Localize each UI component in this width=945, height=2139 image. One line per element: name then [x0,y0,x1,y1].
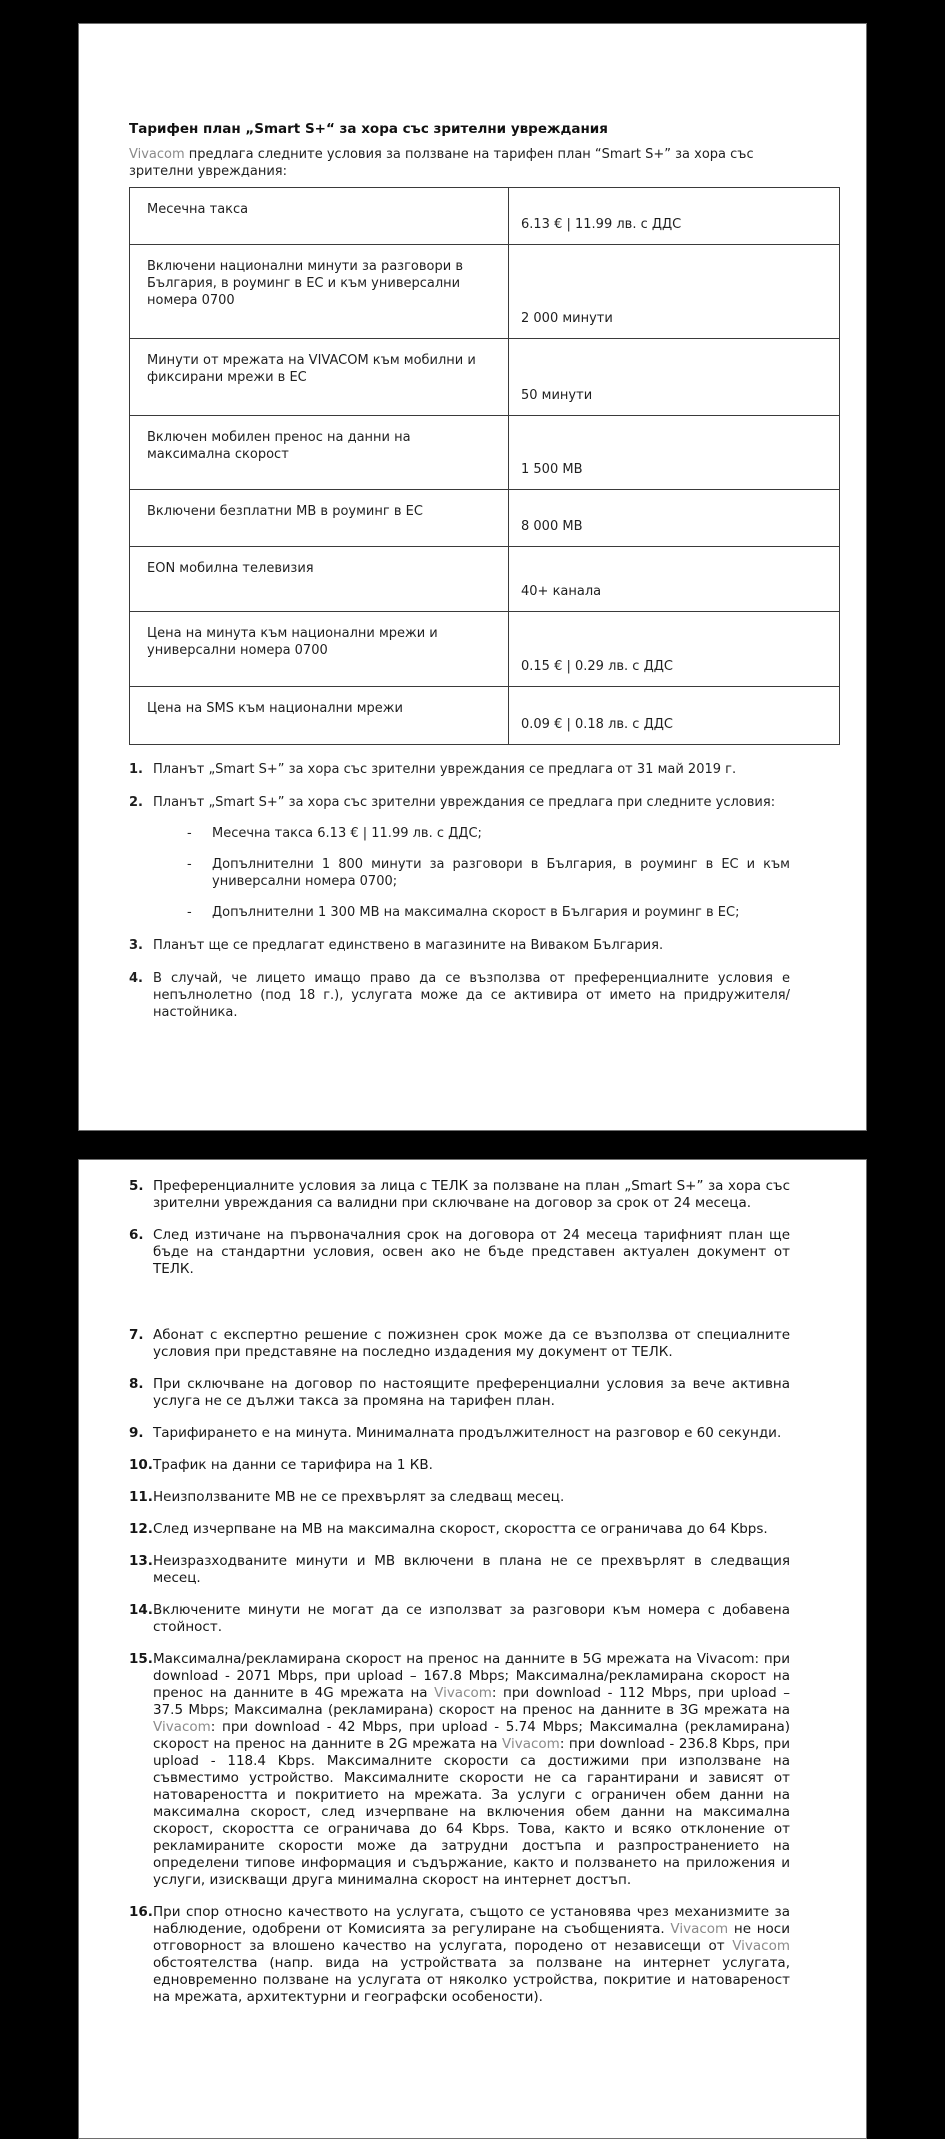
vivacom-brand-text: Vivacom [502,1736,560,1752]
conditions-list-page2 [129,1178,790,2006]
list-item [129,1651,790,1889]
intro-paragraph [129,146,790,180]
item-number: 16. [129,1904,153,1920]
item-body [153,1521,790,1538]
item-text: Планът „Smart S+” за хора със зрителни увреждания се предлага от 31 май 2019 г. [153,762,737,777]
tariff-row-value: 50 минути [509,339,840,416]
item-number: 5. [129,1178,144,1194]
item-body [153,1457,790,1474]
document-page-1 [78,23,867,1131]
text-run: Максимална/рекламирана скорост на пренос на данните в 5G мрежата на Vivacom: при download - 2071 Mbps, при upload – 167.8 Mbps; Максимална/рекламирана скорост на пренос на данните в 4G мрежата на [153,1651,790,1701]
tariff-table-row [130,547,840,612]
item-body [153,1553,790,1587]
item-number: 2. [129,795,143,810]
bullet-text: Допълнителни 1 800 минути за разговори в България, в роуминг в ЕС и към универсални номера 0700; [212,857,790,889]
item-body [153,794,790,921]
tariff-row-value: 1 500 МВ [509,416,840,490]
tariff-row-label: Цена на минута към национални мрежи и универсални номера 0700 [130,612,509,687]
tariff-table-row [130,245,840,339]
item-body [153,970,790,1021]
page-title: Тарифен план „Smart S+“ за хора със зрителни увреждания [129,121,608,137]
item-body [153,1489,790,1506]
item-number: 13. [129,1553,153,1569]
list-item [129,1904,790,2006]
bullet-item [187,825,790,842]
item-number: 14. [129,1602,153,1618]
item-number: 12. [129,1521,153,1537]
tariff-row-value: 2 000 минути [509,245,840,339]
bullet-item [187,856,790,890]
list-item [129,1521,790,1538]
list-item [129,1376,790,1410]
item-text: Неизразходваните минути и МВ включени в плана не се прехвърлят в следващия месец. [153,1553,790,1586]
tariff-row-value: 6.13 € | 11.99 лв. с ДДС [509,188,840,245]
item-number: 9. [129,1425,144,1441]
list-item [129,1553,790,1587]
item-text: При сключване на договор по настоящите преференциални условия за вече активна услуга не се дължи такса за промяна на тарифен план. [153,1376,790,1409]
tariff-table [129,187,840,745]
item-text: Планът „Smart S+” за хора със зрителни увреждания се предлага при следните условия: [153,795,776,810]
text-run: не носи отговорност за влошено качество на услугата, породено от независещи от [153,1921,790,1954]
item-text: След изтичане на първоначалния срок на договора от 24 месеца тарифният план ще бъде на стандартни условия, освен ако не бъде представен актуален документ от ТЕЛК. [153,1227,790,1277]
item-body [153,1904,790,2006]
vivacom-brand-text: Vivacom [732,1938,790,1954]
list-item [129,761,790,778]
tariff-table-row [130,687,840,745]
tariff-table-row [130,490,840,547]
tariff-row-label: Включен мобилен пренос на данни на максимална скорост [130,416,509,490]
conditions-list-page1 [129,761,790,1021]
item-number: 6. [129,1227,144,1243]
tariff-row-value: 0.15 € | 0.29 лв. с ДДС [509,612,840,687]
list-item [129,1327,790,1361]
list-item [129,794,790,921]
bullet-text: Допълнителни 1 300 МВ на максимална скорост в България и роуминг в ЕС; [212,905,740,920]
item-body [153,1327,790,1361]
list-item [129,1178,790,1212]
vivacom-brand-text: Vivacom [434,1685,492,1701]
item-number: 8. [129,1376,144,1392]
tariff-table-body [130,188,840,745]
list-item [129,1227,790,1278]
item-body [153,1425,790,1442]
item-number: 15. [129,1651,153,1667]
item-number: 10. [129,1457,153,1473]
item-body [153,1602,790,1636]
item-number: 4. [129,971,143,986]
list-item [129,1425,790,1442]
item-number: 3. [129,938,143,953]
list-item [129,1489,790,1506]
item-number: 11. [129,1489,153,1505]
item-number: 1. [129,762,143,777]
item-text: В случай, че лицето имащо право да се възползва от преференциалните условия е непълнолетно (под 18 г.), услугата може да се активира от името на придружителя/настойника. [153,971,790,1020]
vivacom-brand-text: Vivacom [129,147,185,162]
item-body [153,937,790,954]
list-item [129,970,790,1021]
tariff-row-value: 0.09 € | 0.18 лв. с ДДС [509,687,840,745]
bullet-dash: - [187,905,192,920]
vivacom-brand-text: Vivacom [670,1921,729,1937]
document-page-2 [78,1159,867,2139]
text-run: : при download - 42 Mbps, при upload - 5.74 Mbps; Максимална (рекламирана) скорост на пренос на данните в 2G мрежата на [153,1719,790,1752]
tariff-row-label: EON мобилна телевизия [130,547,509,612]
text-run: : при download - 112 Mbps, при upload – 37.5 Mbps; Максимална (рекламирана) скорост на пренос на данните в 3G мрежата на [153,1685,790,1718]
text-run: При спор относно качеството на услугата, същото се установява чрез механизмите за наблюдение, одобрени от Комисията за регулиране на съобщенията. [153,1904,790,1937]
tariff-row-value: 8 000 МВ [509,490,840,547]
tariff-row-label: Включени национални минути за разговори в България, в роуминг в ЕС и към универсални номера 0700 [130,245,509,339]
item-text: Преференциалните условия за лица с ТЕЛК за ползване на план „Smart S+” за хора със зрителни увреждания са валидни при сключване на договор за срок от 24 месеца. [153,1178,790,1211]
bullet-dash: - [187,826,192,841]
tariff-row-label: Минути от мрежата на VIVACOM към мобилни и фиксирани мрежи в ЕС [130,339,509,416]
tariff-row-label: Цена на SMS към национални мрежи [130,687,509,745]
bullet-dash: - [187,857,192,872]
item-text [153,1651,790,1889]
tariff-row-value: 40+ канала [509,547,840,612]
item-body [153,1227,790,1278]
item-text: Трафик на данни се тарифира на 1 КВ. [153,1457,433,1473]
tariff-row-label: Месечна такса [130,188,509,245]
item-number: 7. [129,1327,144,1343]
item-text: След изчерпване на МВ на максимална скорост, скоростта се ограничава до 64 Kbps. [153,1521,768,1537]
item-text [153,1904,790,2006]
item-body [153,1178,790,1212]
bullet-text: Месечна такса 6.13 € | 11.99 лв. с ДДС; [212,826,482,841]
vivacom-brand-text: Vivacom [153,1719,211,1735]
tariff-table-row [130,188,840,245]
tariff-table-row [130,612,840,687]
item-text: Абонат с експертно решение с пожизнен срок може да се възползва от специалните условия при представяне на последно издадения му документ от ТЕЛК. [153,1327,790,1360]
list-item [129,937,790,954]
text-run: предлага следните условия за ползване на тарифен план “Smart S+” за хора със зрителни увреждания: [129,147,754,179]
text-run: : при download - 236.8 Kbps, при upload - 118.4 Kbps. Максималните скорости са достижими при използване на съвместимо устройство. Максималните скорости не са гарантирани и зависят от натовареността и покритието на мрежата. За услуги с ограничен обем данни на максимална скорост, след изчерпване на включения обем данни на максимална скорост, скоростта се ограничава до 64 Kbps. Това, както и всяко отклонение от рекламираните скорости може да затрудни достъпа и разпространението на определени типове информация и съдържание, както и ползването на приложения и услуги, изискващи друга минимална скорост на интернет достъп. [153,1736,791,1888]
item-body [153,1376,790,1410]
tariff-table-row [130,339,840,416]
item-text: Неизползваните МВ не се прехвърлят за следващ месец. [153,1489,565,1505]
tariff-table-row [130,416,840,490]
bullet-item [187,904,790,921]
item-text: Включените минути не могат да се използват за разговори към номера с добавена стойност. [153,1602,790,1635]
item-text: Тарифирането е на минута. Минималната продължителност на разговор е 60 секунди. [153,1425,782,1441]
text-run: обстоятелства (напр. вида на устройствата за ползване на интернет услугата, едновременно ползване на услугата от няколко устройства, покритие и натовареност на мрежата, архитектурни и географски особености). [153,1955,790,2005]
list-item [129,1457,790,1474]
tariff-row-label: Включени безплатни МВ в роуминг в ЕС [130,490,509,547]
item-body [153,761,790,778]
item-body [153,1651,790,1889]
list-item [129,1602,790,1636]
item-text: Планът ще се предлагат единствено в магазините на Виваком България. [153,938,664,953]
